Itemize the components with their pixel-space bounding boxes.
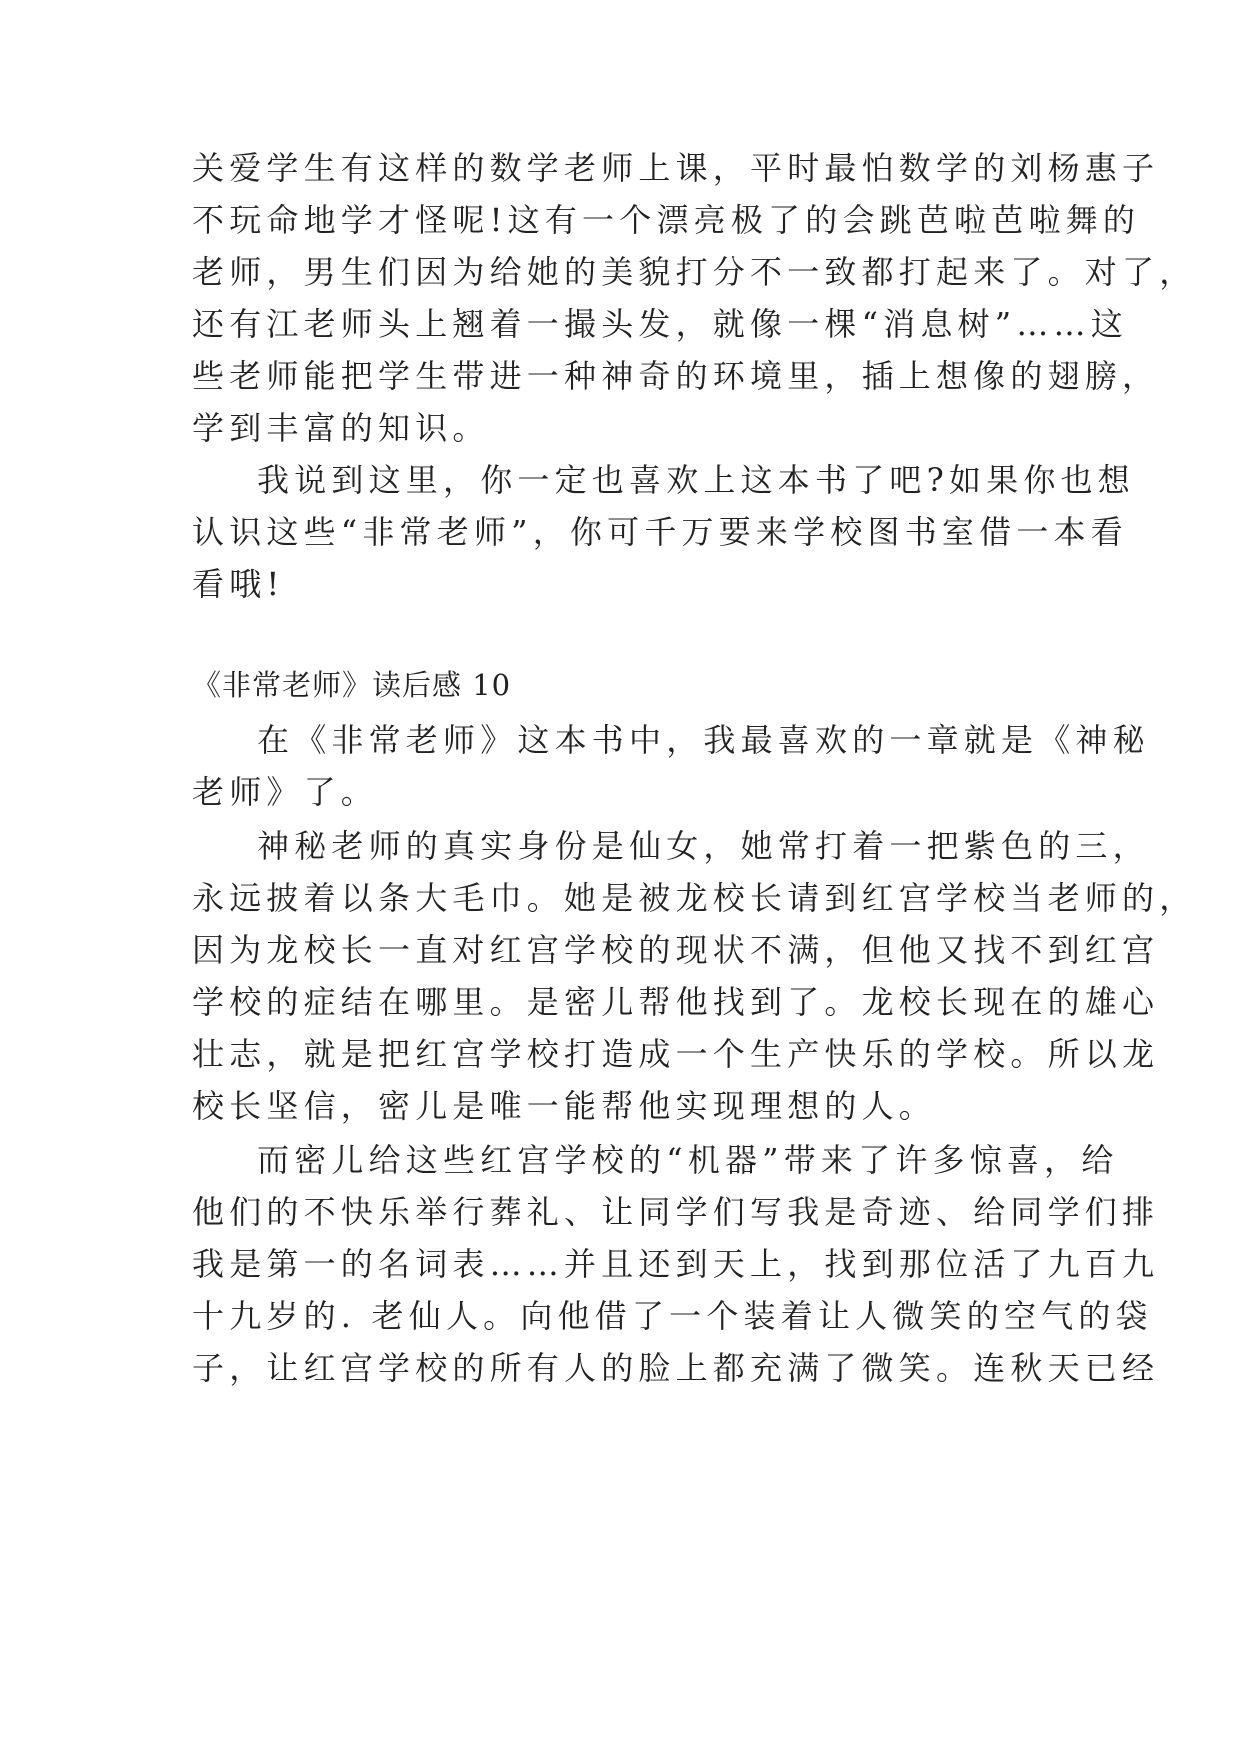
text-line: 他们的不快乐举行葬礼、让同学们写我是奇迹、给同学们排 (192, 1193, 1160, 1231)
text-line: 永远披着以条大毛巾。她是被龙校长请到红宫学校当老师的， (192, 879, 1197, 917)
text-line: 校长坚信，密儿是唯一能帮他实现理想的人。 (192, 1087, 937, 1125)
text-line: 些老师能把学生带进一种神奇的环境里，插上想像的翅膀， (192, 357, 1160, 395)
text-line: 关爱学生有这样的数学老师上课，平时最怕数学的刘杨惠子 (192, 149, 1160, 187)
section-heading: 《非常老师》读后感 10 (192, 668, 512, 702)
text-line: 在《非常老师》这本书中，我最喜欢的一章就是《神秘 (257, 721, 1150, 759)
text-line: 不玩命地学才怪呢!这有一个漂亮极了的会跳芭啦芭啦舞的 (192, 201, 1141, 239)
text-line: 壮志，就是把红宫学校打造成一个生产快乐的学校。所以龙 (192, 1035, 1160, 1073)
text-line: 认识这些“非常老师”，你可千万要来学校图书室借一本看 (192, 513, 1128, 551)
text-line: 我说到这里，你一定也喜欢上这本书了吧?如果你也想 (257, 461, 1135, 499)
text-line: 我是第一的名词表……并且还到天上，找到那位活了九百九 (192, 1245, 1160, 1283)
text-line: 神秘老师的真实身份是仙女，她常打着一把紫色的三， (257, 827, 1150, 865)
text-line: 看哦! (192, 565, 285, 603)
text-line: 而密儿给这些红宫学校的“机器”带来了许多惊喜，给 (257, 1141, 1119, 1179)
text-line: 老师》了。 (192, 773, 379, 811)
text-line: 学到丰富的知识。 (192, 409, 490, 447)
text-line: 还有江老师头上翘着一撮头发，就像一棵“消息树”……这 (192, 305, 1128, 343)
text-line: 子，让红宫学校的所有人的脸上都充满了微笑。连秋天已经 (192, 1349, 1160, 1387)
text-line: 十九岁的. 老仙人。向他借了一个装着让人微笑的空气的袋 (192, 1297, 1153, 1335)
text-line: 学校的症结在哪里。是密儿帮他找到了。龙校长现在的雄心 (192, 983, 1160, 1021)
text-line: 老师，男生们因为给她的美貌打分不一致都打起来了。对了， (192, 253, 1197, 291)
text-line: 因为龙校长一直对红宫学校的现状不满，但他又找不到红宫 (192, 931, 1160, 969)
